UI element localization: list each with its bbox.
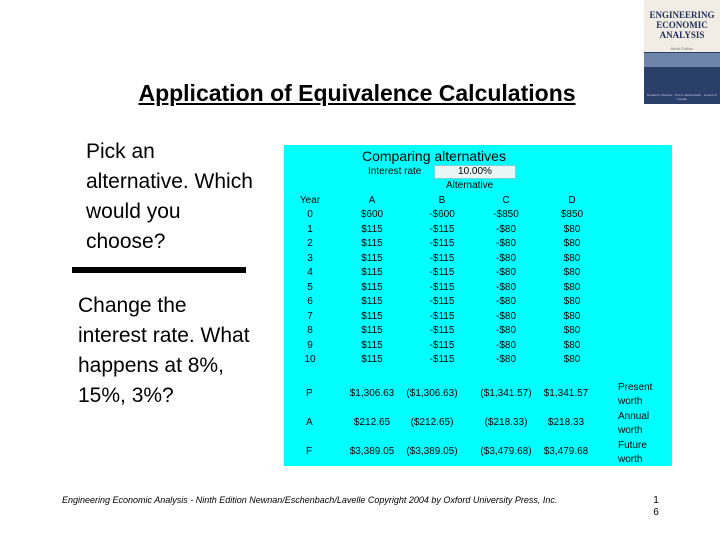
summary-value: ($1,341.57) xyxy=(480,388,532,399)
interest-rate-label: Interest rate xyxy=(368,166,422,177)
cashflow-cell: $115 xyxy=(361,267,383,278)
summary-value: $3,479.68 xyxy=(543,446,589,457)
cashflow-cell: -$115 xyxy=(429,267,455,278)
summary-description-line: worth xyxy=(618,425,643,436)
year-cell: 10 xyxy=(304,354,316,365)
summary-value: $1,306.63 xyxy=(349,388,395,399)
year-cell: 5 xyxy=(307,281,313,293)
page-number-char: 6 xyxy=(653,507,659,518)
cashflow-cell: $115 xyxy=(361,339,383,351)
year-cell: 4 xyxy=(307,267,313,278)
summary-description-line: Present xyxy=(618,382,653,393)
year-cell: 8 xyxy=(307,325,313,336)
year-cell: 9 xyxy=(307,339,313,351)
slide-title: Application of Equivalence Calculations xyxy=(138,80,576,106)
cashflow-cell: -$80 xyxy=(495,281,516,293)
cashflow-cell: $80 xyxy=(563,267,581,278)
summary-value: ($212.65) xyxy=(410,417,454,428)
cashflow-cell: $80 xyxy=(563,310,581,322)
column-header: A xyxy=(368,195,376,206)
cashflow-cell: -$115 xyxy=(429,223,455,235)
prompt-change-rate: Change the interest rate. What happens at 8%, 15%, 3%? xyxy=(78,294,250,407)
summary-value: ($3,479.68) xyxy=(480,446,532,457)
cashflow-cell: $80 xyxy=(563,325,581,336)
book-edition: Ninth Edition xyxy=(670,46,694,51)
cashflow-cell: -$115 xyxy=(429,354,455,365)
summary-description-line: worth xyxy=(618,454,643,465)
summary-value: $1,341.57 xyxy=(543,388,589,399)
cashflow-cell: $80 xyxy=(563,252,581,264)
spreadsheet-table xyxy=(284,145,672,466)
summary-description xyxy=(618,381,652,409)
cashflow-cell: $115 xyxy=(361,223,383,235)
cashflow-cell: -$115 xyxy=(429,325,455,336)
summary-label: A xyxy=(306,417,313,428)
year-cell: 1 xyxy=(307,223,313,235)
cashflow-cell: -$80 xyxy=(495,252,516,264)
cashflow-cell: $115 xyxy=(361,325,383,336)
cashflow-cell: -$80 xyxy=(495,354,516,365)
cashflow-cell: $115 xyxy=(361,354,383,365)
summary-description xyxy=(618,410,649,438)
cashflow-cell: -$80 xyxy=(495,296,516,307)
column-header: C xyxy=(502,195,510,206)
book-cover-title xyxy=(646,10,718,40)
year-cell: 3 xyxy=(307,252,313,264)
cashflow-cell: -$600 xyxy=(429,209,455,220)
cashflow-cell: $115 xyxy=(361,252,383,264)
year-cell: 0 xyxy=(307,209,313,220)
cashflow-cell: -$80 xyxy=(495,223,516,235)
page-number-char: 1 xyxy=(653,495,659,506)
summary-value: ($3,389.05) xyxy=(406,446,458,457)
cashflow-cell: $80 xyxy=(563,354,581,365)
cashflow-cell: -$115 xyxy=(429,339,455,351)
cashflow-cell: -$115 xyxy=(429,238,455,249)
summary-value: $3,389.05 xyxy=(349,446,395,457)
cashflow-cell: -$115 xyxy=(429,310,455,322)
cashflow-cell: $115 xyxy=(361,238,383,249)
divider-bar xyxy=(72,267,246,273)
book-title-line: ECONOMIC xyxy=(656,20,708,30)
summary-value: ($218.33) xyxy=(484,417,528,428)
column-header: D xyxy=(568,195,576,206)
summary-value: $218.33 xyxy=(547,417,585,428)
summary-value: ($1,306.63) xyxy=(406,388,458,399)
cashflow-cell: -$80 xyxy=(495,339,516,351)
cashflow-cell: $80 xyxy=(563,238,581,249)
summary-description xyxy=(618,439,647,467)
cashflow-cell: $80 xyxy=(563,281,581,293)
book-title-line: ANALYSIS xyxy=(659,30,705,40)
page-number xyxy=(650,495,662,519)
summary-label: F xyxy=(306,446,313,457)
cashflow-cell: -$80 xyxy=(495,238,516,249)
cashflow-cell: -$80 xyxy=(495,267,516,278)
cashflow-cell: $850 xyxy=(560,209,584,220)
cashflow-cell: $80 xyxy=(563,339,581,351)
summary-description-line: worth xyxy=(618,396,643,407)
summary-description-line: Annual xyxy=(618,411,650,422)
cashflow-cell: -$115 xyxy=(429,252,455,264)
year-cell: 6 xyxy=(307,296,313,307)
book-title-line: ENGINEERING xyxy=(649,10,715,20)
page-number-digit xyxy=(650,495,662,519)
year-cell: 7 xyxy=(307,310,313,322)
column-header: Year xyxy=(299,195,321,206)
book-authors: Donald G. Newnan · Ted G. Eschenbach · Jerome P. Lavelle xyxy=(646,93,718,101)
alternative-label: Alternative xyxy=(446,180,494,191)
column-header: B xyxy=(438,195,446,206)
cashflow-cell: -$850 xyxy=(493,209,519,220)
summary-description-line: Future xyxy=(618,440,647,451)
interest-rate-cell[interactable] xyxy=(434,165,516,179)
cashflow-cell: $115 xyxy=(361,296,383,307)
interest-rate-value: 10.00% xyxy=(458,166,492,177)
summary-value: $212.65 xyxy=(353,417,391,428)
summary-label: P xyxy=(306,388,313,399)
cashflow-cell: -$80 xyxy=(495,310,516,322)
year-cell: 2 xyxy=(307,238,313,249)
cashflow-cell: -$115 xyxy=(429,296,455,307)
cashflow-cell: -$115 xyxy=(429,281,455,293)
book-cover-strip xyxy=(644,53,720,67)
sheet-heading: Comparing alternatives xyxy=(362,148,506,164)
cashflow-cell: $115 xyxy=(361,281,383,293)
cashflow-cell: $80 xyxy=(563,223,581,235)
footer-citation: Engineering Economic Analysis - Ninth Edition Newnan/Eschenbach/Lavelle Copyright 2004 by Oxford University Press, Inc. xyxy=(62,495,558,505)
cashflow-cell: $80 xyxy=(563,296,581,307)
cashflow-cell: $600 xyxy=(360,209,384,220)
prompt-pick-alternative: Pick an alternative. Which would you choose? xyxy=(86,140,253,253)
cashflow-cell: -$80 xyxy=(495,325,516,336)
cashflow-cell: $115 xyxy=(361,310,383,322)
